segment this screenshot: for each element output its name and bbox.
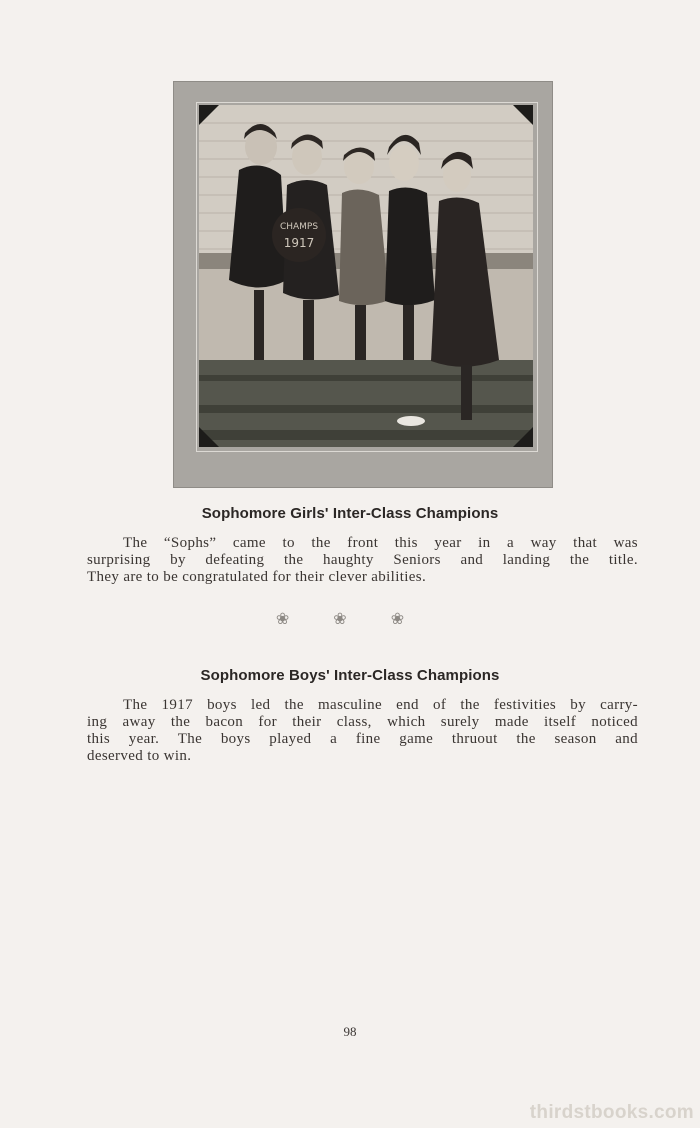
svg-text:1917: 1917: [283, 236, 315, 250]
paragraph-line: this year. The boys played a fine game thruout the season and: [87, 731, 638, 747]
page-number: 98: [343, 1024, 357, 1039]
team-photo-illustration: [199, 105, 533, 447]
girls-champions-paragraph: [87, 535, 638, 586]
paragraph-line: deserved to win.: [87, 748, 192, 764]
team-photograph: [199, 105, 533, 447]
paragraph-line: The 1917 boys led the masculine end of the festivities by carry-: [123, 697, 638, 713]
paragraph-line: The “Sophs” came to the front this year in a way that was: [123, 535, 638, 551]
paragraph-line: surprising by defeating the haughty Seniors and landing the title.: [87, 552, 638, 568]
svg-text:CHAMPS: CHAMPS: [279, 222, 319, 232]
boys-champions-paragraph: [87, 697, 638, 765]
photo-mount: [173, 81, 553, 488]
paragraph-line: They are to be congratulated for their clever abilities.: [87, 569, 427, 585]
boys-champions-heading: Sophomore Boys' Inter-Class Champions: [200, 667, 500, 684]
paragraph-line: ing away the bacon for their class, which surely made itself noticed: [87, 714, 638, 730]
basketball: [272, 208, 326, 262]
girls-champions-heading: Sophomore Girls' Inter-Class Champions: [201, 505, 499, 522]
laurel-ornaments-divider: ❀ ❀ ❀: [275, 611, 425, 628]
seller-watermark: thirdstbooks.com: [529, 1102, 694, 1123]
